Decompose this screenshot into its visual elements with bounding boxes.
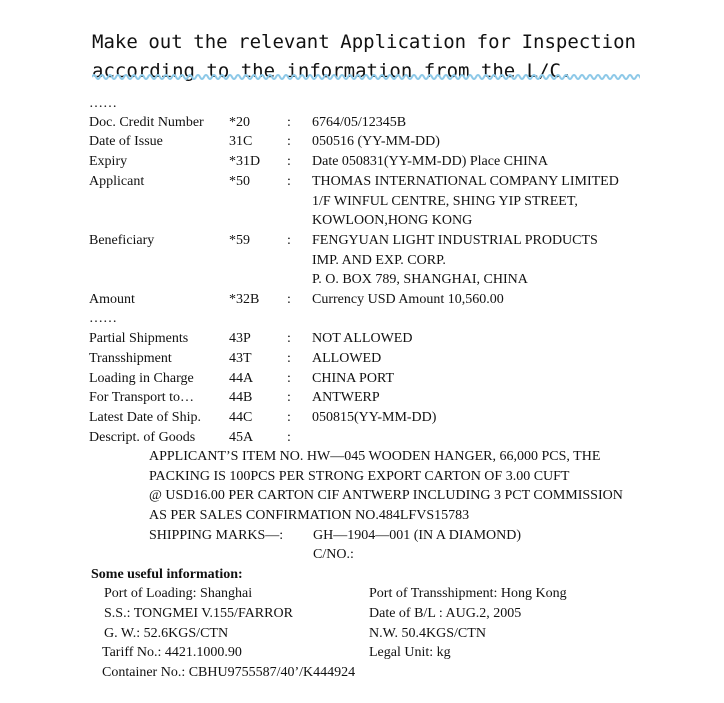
title-word: the xyxy=(193,31,228,53)
field-colon: : xyxy=(287,430,291,445)
field-tag: 31C xyxy=(229,134,253,149)
ellipsis: …… xyxy=(89,311,117,326)
field-tag: 44C xyxy=(229,410,253,425)
carton-number: C/NO.: xyxy=(313,547,354,562)
field-tag: 45A xyxy=(229,430,254,445)
field-value: 050815(YY-MM-DD) xyxy=(312,410,437,425)
goods-description-line: AS PER SALES CONFIRMATION NO.484LFVS15783 xyxy=(149,508,470,523)
wavy-underline xyxy=(92,72,640,82)
field-tag: *50 xyxy=(229,174,250,189)
field-tag: 44A xyxy=(229,371,254,386)
field-tag: 43T xyxy=(229,351,252,366)
field-colon: : xyxy=(287,331,291,346)
title-word: Application xyxy=(340,31,467,53)
field-label: Descript. of Goods xyxy=(89,430,196,445)
field-value: FENGYUAN LIGHT INDUSTRIAL PRODUCTS xyxy=(312,233,598,248)
field-label: Doc. Credit Number xyxy=(89,115,204,130)
field-value: IMP. AND EXP. CORP. xyxy=(312,253,446,268)
field-tag: *32B xyxy=(229,292,260,307)
shipping-marks-label: SHIPPING MARKS—: xyxy=(149,528,284,543)
title-word: Make xyxy=(92,31,138,53)
field-colon: : xyxy=(287,292,291,307)
useful-info-left: Port of Loading: Shanghai xyxy=(104,586,253,601)
field-colon: : xyxy=(287,410,291,425)
field-tag: *20 xyxy=(229,115,250,130)
field-colon: : xyxy=(287,233,291,248)
title-line-2: according to the information from the L/C. xyxy=(92,60,573,82)
useful-info-heading: Some useful information: xyxy=(91,567,243,582)
field-label: Transshipment xyxy=(89,351,172,366)
useful-info-right: N.W. 50.4KGS/CTN xyxy=(369,626,486,641)
field-label: For Transport to… xyxy=(89,390,195,405)
field-value: Date 050831(YY-MM-DD) Place CHINA xyxy=(312,154,549,169)
field-tag: *31D xyxy=(229,154,261,169)
field-label: Amount xyxy=(89,292,135,307)
ellipsis: …… xyxy=(89,96,117,111)
field-value: 6764/05/12345B xyxy=(312,115,407,130)
field-colon: : xyxy=(287,154,291,169)
title-line-1 xyxy=(92,28,636,57)
field-value: P. O. BOX 789, SHANGHAI, CHINA xyxy=(312,272,528,287)
field-colon: : xyxy=(287,174,291,189)
field-value: THOMAS INTERNATIONAL COMPANY LIMITED xyxy=(312,174,619,189)
field-label: Date of Issue xyxy=(89,134,163,149)
goods-description-line: @ USD16.00 PER CARTON CIF ANTWERP INCLUDING 3 PCT COMMISSION xyxy=(149,488,623,503)
field-colon: : xyxy=(287,115,291,130)
useful-info-right: Port of Transshipment: Hong Kong xyxy=(369,586,567,601)
title-word: Inspection xyxy=(521,31,636,53)
field-tag: *59 xyxy=(229,233,250,248)
field-colon: : xyxy=(287,390,291,405)
useful-info-right: Date of B/L : AUG.2, 2005 xyxy=(369,606,522,621)
field-value: 050516 (YY-MM-DD) xyxy=(312,134,440,149)
field-label: Loading in Charge xyxy=(89,371,194,386)
useful-info-left: G. W.: 52.6KGS/CTN xyxy=(104,626,229,641)
field-value: ALLOWED xyxy=(312,351,382,366)
goods-description-line: APPLICANT’S ITEM NO. HW—045 WOODEN HANGER, 66,000 PCS, THE xyxy=(149,449,601,464)
field-tag: 44B xyxy=(229,390,253,405)
field-tag: 43P xyxy=(229,331,251,346)
title-word: out xyxy=(148,31,183,53)
field-label: Latest Date of Ship. xyxy=(89,410,201,425)
field-colon: : xyxy=(287,351,291,366)
useful-info-left: Tariff No.: 4421.1000.90 xyxy=(102,645,242,660)
title-word: for xyxy=(476,31,511,53)
shipping-marks-value: GH—1904—001 (IN A DIAMOND) xyxy=(313,528,522,543)
useful-info-right: Legal Unit: kg xyxy=(369,645,451,660)
title-word: relevant xyxy=(238,31,330,53)
useful-info-left: S.S.: TONGMEI V.155/FARROR xyxy=(104,606,293,621)
field-colon: : xyxy=(287,371,291,386)
field-value: CHINA PORT xyxy=(312,371,395,386)
field-value: KOWLOON,HONG KONG xyxy=(312,213,473,228)
field-value: ANTWERP xyxy=(312,390,380,405)
field-label: Partial Shipments xyxy=(89,331,189,346)
field-label: Beneficiary xyxy=(89,233,155,248)
field-label: Expiry xyxy=(89,154,128,169)
useful-info-left: Container No.: CBHU9755587/40’/K444924 xyxy=(102,665,356,680)
field-value: NOT ALLOWED xyxy=(312,331,413,346)
field-value: 1/F WINFUL CENTRE, SHING YIP STREET, xyxy=(312,194,578,209)
goods-description-line: PACKING IS 100PCS PER STRONG EXPORT CARTON OF 3.00 CUFT xyxy=(149,469,570,484)
field-label: Applicant xyxy=(89,174,145,189)
field-value: Currency USD Amount 10,560.00 xyxy=(312,292,504,307)
field-colon: : xyxy=(287,134,291,149)
